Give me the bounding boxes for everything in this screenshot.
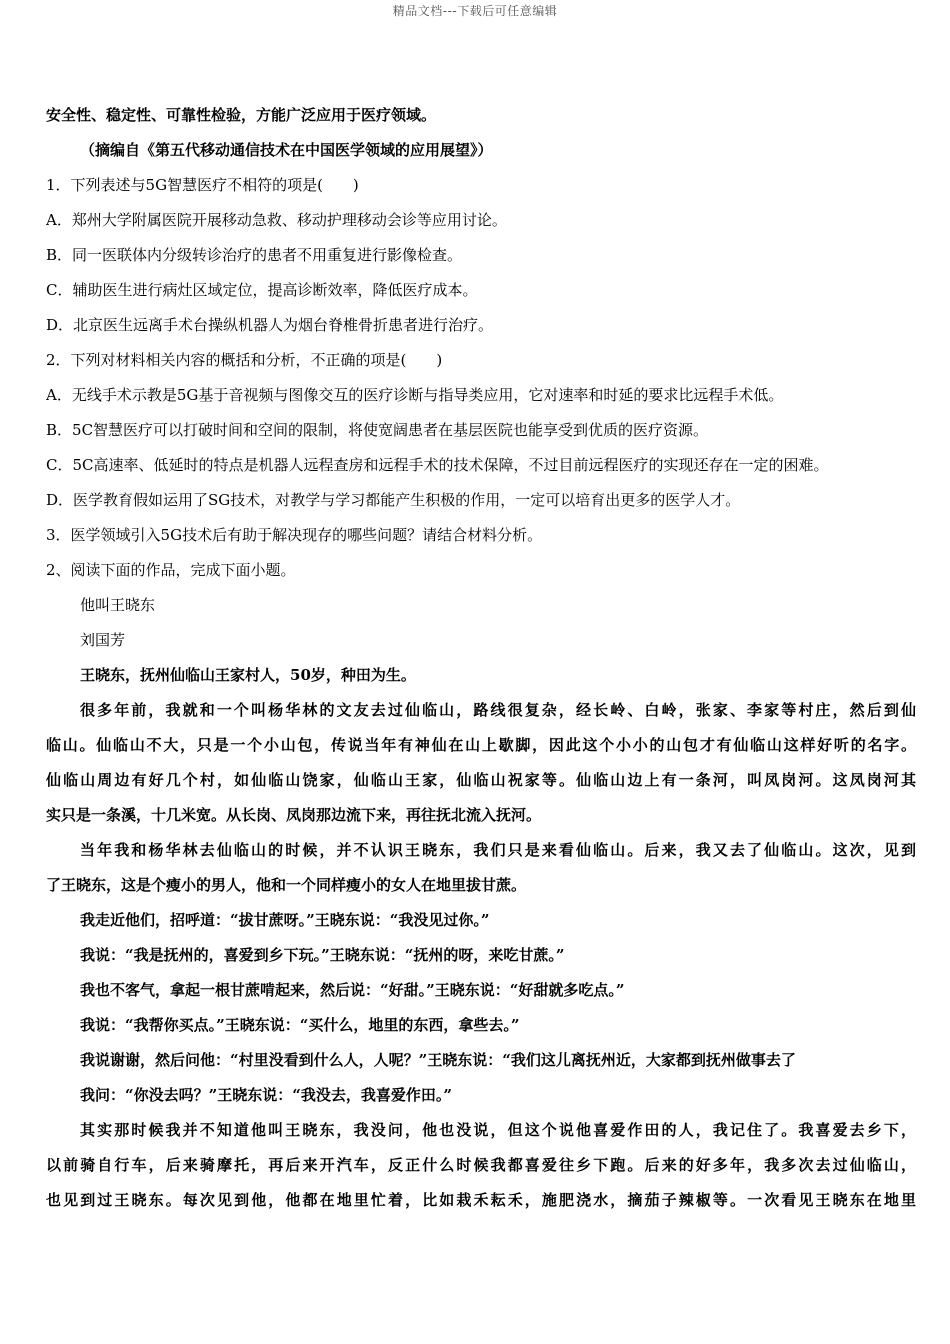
text-line: （摘编自《第五代移动通信技术在中国医学领域的应用展望》）	[80, 141, 493, 159]
text-line: C．5C高速率、低延时的特点是机器人远程查房和远程手术的技术保障，不过目前远程医疗的实现还存在一定的困难。	[46, 456, 829, 474]
text-line: C．辅助医生进行病灶区域定位，提高诊断效率，降低医疗成本。	[46, 281, 478, 299]
text-line: 我说：“我是抚州的，喜爱到乡下玩。”王晓东说：“抚州的呀，来吃甘蔗。”	[80, 946, 565, 964]
text-line: 很多年前，我就和一个叫杨华林的文友去过仙临山，路线很复杂，经长岭、白岭，张家、李家等村庄，然后到仙	[80, 701, 916, 719]
text-line: 我问：“你没去吗？”王晓东说：“我没去，我喜爱作田。”	[80, 1086, 453, 1104]
document-body	[46, 98, 916, 1218]
text-line: 以前骑自行车，后来骑摩托，再后来开汽车，反正什么时候我都喜爱往乡下跑。后来的好多年，我多次去过仙临山，	[46, 1156, 916, 1174]
page-header: 精品文档---下载后可任意编辑	[392, 4, 558, 18]
text-line: A．无线手术示教是5G基于音视频与图像交互的医疗诊断与指导类应用，它对速率和时延的要求比远程手术低。	[46, 386, 784, 404]
text-line: 1．下列表述与5G智慧医疗不相符的项是( )	[46, 176, 359, 194]
text-line: 临山。仙临山不大，只是一个小山包，传说当年有神仙在山上歇脚，因此这个小小的山包才有仙临山这样好听的名字。	[46, 736, 916, 754]
text-line: B．同一医联体内分级转诊治疗的患者不用重复进行影像检查。	[46, 246, 463, 264]
text-line: 刘国芳	[80, 631, 126, 649]
text-line: A．郑州大学附属医院开展移动急救、移动护理移动会诊等应用讨论。	[46, 211, 507, 229]
text-line: 仙临山周边有好几个村，如仙临山饶家，仙临山王家，仙临山祝家等。仙临山边上有一条河，叫凤岗河。这凤岗河其	[46, 771, 916, 789]
text-line: B．5C智慧医疗可以打破时间和空间的限制，将使宽阔患者在基层医院也能享受到优质的医疗资源。	[46, 421, 709, 439]
text-line: 其实那时候我并不知道他叫王晓东，我没问，他也没说，但这个说他喜爱作田的人，我记住了。我喜爱去乡下，	[80, 1121, 916, 1139]
text-line: 2．下列对材料相关内容的概括和分析，不正确的项是( )	[46, 351, 443, 369]
text-line: D．北京医生远离手术台操纵机器人为烟台脊椎骨折患者进行治疗。	[46, 316, 494, 334]
text-line: 当年我和杨华林去仙临山的时候，并不认识王晓东，我们只是来看仙临山。后来，我又去了仙临山。这次，见到	[80, 841, 916, 859]
text-line: 我说：“我帮你买点。”王晓东说：“买什么，地里的东西，拿些去。”	[80, 1016, 520, 1034]
text-line: D．医学教育假如运用了SG技术，对教学与学习都能产生积极的作用，一定可以培育出更多的医学人才。	[46, 491, 741, 509]
text-line: 王晓东，抚州仙临山王家村人，50岁，种田为生。	[80, 666, 416, 684]
text-line: 3．医学领域引入5G技术后有助于解决现存的哪些问题？请结合材料分析。	[46, 526, 543, 544]
text-line: 实只是一条溪，十几米宽。从长岗、凤岗那边流下来，再往抚北流入抚河。	[46, 806, 542, 824]
text-line: 安全性、稳定性、可靠性检验，方能广泛应用于医疗领域。	[46, 106, 437, 124]
text-line: 2、阅读下面的作品，完成下面小题。	[46, 561, 296, 579]
text-line: 也见到过王晓东。每次见到他，他都在地里忙着，比如栽禾耘禾，施肥浇水，摘茄子辣椒等。一次看见王晓东在地里	[46, 1191, 916, 1209]
text-line: 我说谢谢，然后问他：“村里没看到什么人，人呢？”王晓东说：“我们这儿离抚州近，大家都到抚州做事去了	[80, 1051, 796, 1069]
text-line: 我走近他们，招呼道：“拔甘蔗呀。”王晓东说：“我没见过你。”	[80, 911, 490, 929]
text-line: 他叫王晓东	[80, 596, 156, 614]
text-line: 我也不客气，拿起一根甘蔗啃起来，然后说：“好甜。”王晓东说：“好甜就多吃点。”	[80, 981, 625, 999]
text-line: 了王晓东，这是个瘦小的男人，他和一个同样瘦小的女人在地里拔甘蔗。	[46, 876, 527, 894]
